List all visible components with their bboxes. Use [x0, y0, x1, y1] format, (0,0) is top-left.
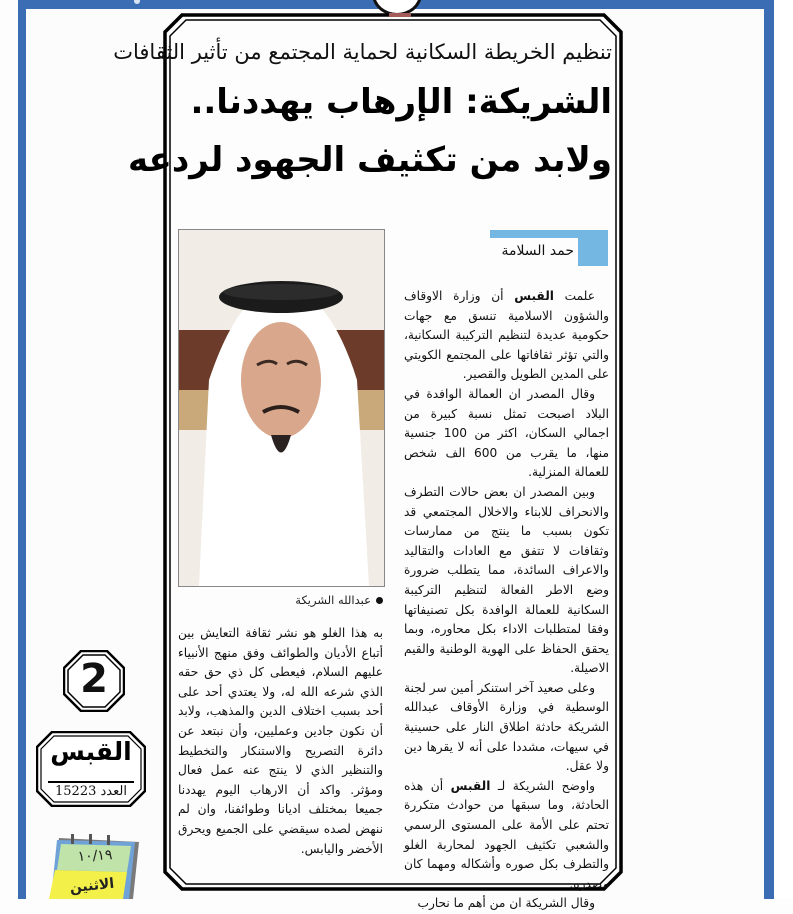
article-column-right: [404, 287, 609, 914]
issue-value: 15223: [55, 784, 97, 799]
byline: حمد السلامة: [501, 243, 574, 259]
paragraph-text: أن هذه الحادثة، وما سبقها من حوادث متكررة تحتم على الأمة على المستوى الرسمي والشعبي تكثيف الجهود لمحاربة الغلو والتطرف بكل صوره وأشكاله ومهما كان مصدره.: [404, 778, 609, 891]
portrait-photo: [178, 229, 385, 587]
page-frame-right: [764, 0, 774, 899]
calendar-date: ١٠/١٩: [77, 847, 113, 865]
page-number-badge: [63, 650, 125, 712]
photo-caption: [178, 593, 383, 607]
calendar-icon: [43, 832, 143, 899]
brand-inline: القبس: [514, 289, 554, 303]
photo-caption-text: عبدالله الشريكة: [295, 593, 371, 607]
paragraph: [404, 894, 609, 914]
calendar-day: الاثنين: [69, 875, 115, 897]
paragraph-text: وعلى صعيد آخر استنكر أمين سر لجنة الوسطية في وزارة الأوقاف عبدالله الشريكة حادثة اطلاق النار على حسينية في سيهات، مشددا على أنه لا يقرها دين ولا عقل.: [404, 680, 609, 774]
paragraph-text: وقال المصدر ان العمالة الوافدة في البلاد اصبحت تمثل نسبة كبيرة من اجمالي السكان، اكثر من 100 جنسية منها، ما يقرب من 600 الف شخص للعمالة المنزلية.: [404, 386, 609, 480]
article-kicker: تنظيم الخريطة السكانية لحماية المجتمع من تأثير الثقافات: [113, 40, 612, 64]
issue-label: العدد: [100, 784, 127, 799]
paragraph-lead: واوضح الشريكة لـ: [490, 778, 596, 793]
newspaper-name: القبس: [50, 737, 132, 766]
paragraph-text: وقال الشريكة ان من أهم ما نحارب: [417, 896, 595, 911]
paragraph: [404, 777, 609, 895]
headline-line-2: ولابد من تكثيف الجهود لردعه: [128, 140, 612, 180]
paragraph: [404, 483, 609, 679]
paragraph-text: به هذا الغلو هو نشر ثقافة التعايش بين أتباع الأديان والطوائف وفق منهج الأنبياء عليهم السلام، فيعطى كل ذي حق حقه الذي شرعه الله له، ولا يعتدي أحد على أحد بسبب اختلاف الدين والمذهب، ولابد أن نكون جادين وعمليين، وأن نبتعد عن دائرة التصريح والاستنكار والتخطيط والتنظير الذي لا ينتج عنه عمل فعال ومؤثر. واكد أن الارهاب اليوم يهددنا جميعا بمختلف اديانا وطوائفنا، وان لم ننهض لصده سيقضي على الجميع ويحرق الأخضر واليابس.: [178, 626, 383, 856]
paragraph: [404, 385, 609, 483]
newspaper-badge: [36, 731, 146, 807]
page-margin-right: [774, 0, 793, 899]
brand-inline: القبس: [450, 778, 491, 793]
article-column-left: [178, 624, 383, 859]
top-tab-marker: [389, 13, 411, 17]
page-frame-left: [18, 0, 26, 899]
caption-bullet-icon: [376, 597, 383, 604]
paragraph: [178, 624, 383, 859]
paragraph-text: أن وزارة الاوقاف والشؤون الاسلامية تنسق مع جهات حكومية عديدة لتنظيم التركيبة السكانية، والتي تؤثر ثقافاتها على المجتمع الكويتي على المدين الطويل والقصير.: [404, 289, 609, 382]
issue-number: [36, 784, 146, 799]
headline-line-1: الشريكة: الإرهاب يهددنا..: [190, 82, 612, 122]
paragraph: [404, 679, 609, 777]
paragraph: [404, 287, 609, 385]
paragraph-lead: علمت: [553, 289, 595, 303]
byline-accent-block: [578, 230, 608, 266]
badge-divider: [48, 781, 134, 783]
page-number: 2: [80, 656, 108, 702]
portrait-illustration: [179, 230, 384, 586]
paragraph-text: وبين المصدر ان بعض حالات التطرف والانحراف للابناء والاخلال المجتمعي قد تكون بسبب ما ينتج من ممارسات وثقافات لا تتفق مع العادات والتقاليد والاعراف السائدة، مما يتطلب ضرورة وضع الاطر الفعالة لتنظيم التركيبة السكانية للعمالة الوافدة بكل تصنيفاتها وفقا لمتطلبات الاداء بكل محاوره، وبما يحقق الحفاظ على الهوية الوطنية والقيم الاصيلة.: [404, 484, 609, 676]
